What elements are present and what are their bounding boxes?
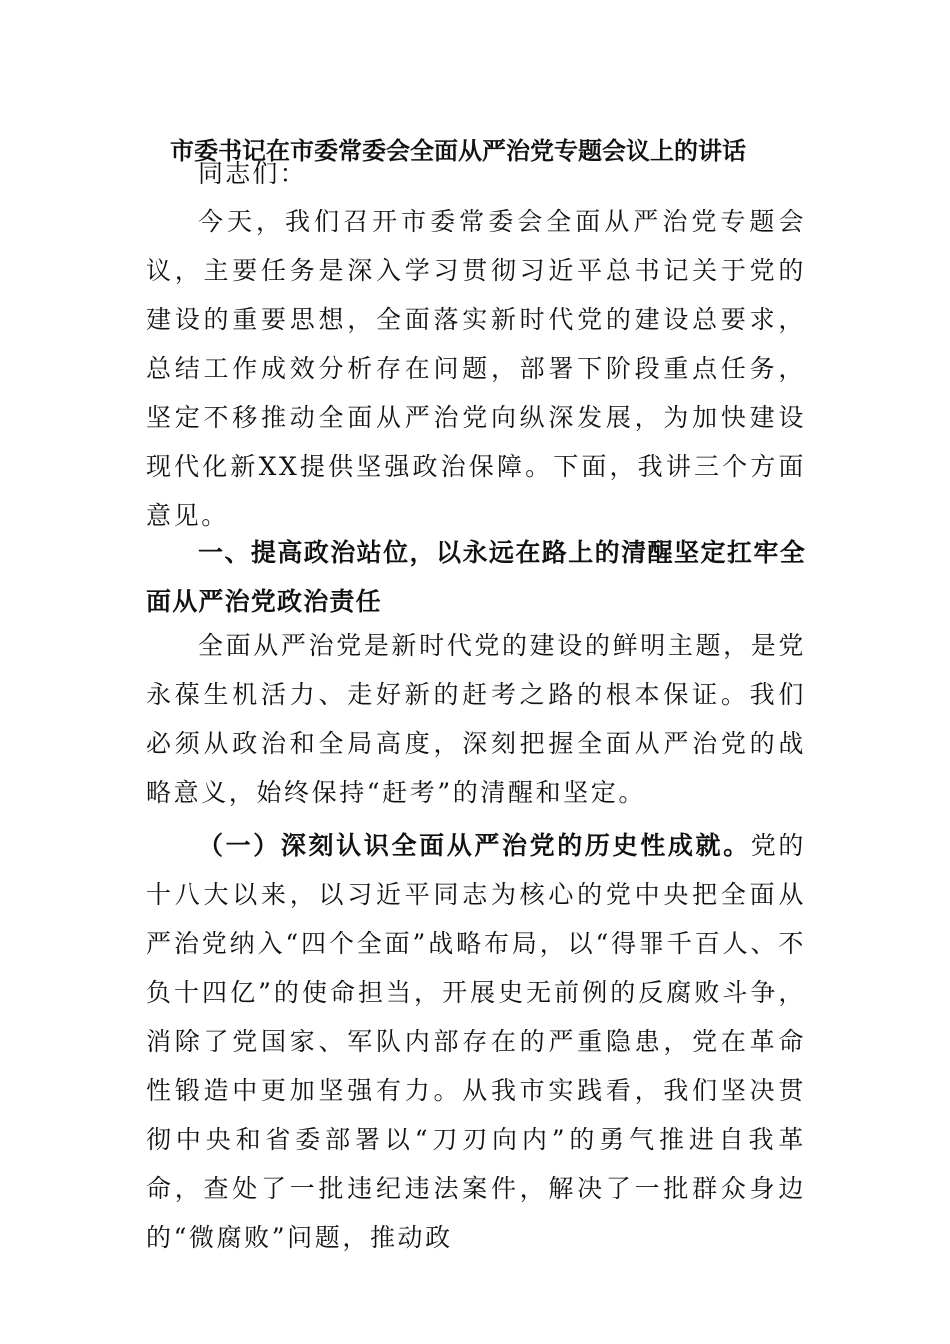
greeting: 同志们：: [198, 159, 307, 188]
subsection-body-1: 党的十八大以来，以习近平同志为核心的党中央把全面从严治党纳入“四个全面”战略布局，以“得罪千百人、不负十四亿”的使命担当，开展史无前例的反腐败斗争，消除了党国家、军队内部存在的严重隐患，党在革命性锻造中更加坚强有力。从我市实践看，我们坚决贯彻中央和省委部署以“刀刃向内”的勇气推进自我革命，查处了一批违纪违法案件，解决了一批群众身边的“微腐败”问题，推动政: [146, 831, 806, 1252]
paragraph-subsection-1: [146, 821, 806, 1262]
subsection-heading-1: （一）深刻认识全面从严治党的历史性成就。: [198, 831, 751, 860]
document-title: 市委书记在市委常委会全面从严治党专题会议上的讲话: [170, 136, 746, 165]
paragraph-section-1: 全面从严治党是新时代党的建设的鲜明主题，是党永葆生机活力、走好新的赶考之路的根本保证。我们必须从政治和全局高度，深刻把握全面从严治党的战略意义，始终保持“赶考”的清醒和坚定。: [146, 631, 806, 807]
section-heading-1: 一、提高政治站位，以永远在路上的清醒坚定扛牢全面从严治党政治责任: [146, 538, 806, 616]
paragraph-intro: 今天，我们召开市委常委会全面从严治党专题会议，主要任务是深入学习贯彻习近平总书记关于党的建设的重要思想，全面落实新时代党的建设总要求，总结工作成效分析存在问题，部署下阶段重点任务，坚定不移推动全面从严治党向纵深发展，为加快建设现代化新XX提供坚强政治保障。下面，我讲三个方面意见。: [146, 207, 806, 530]
